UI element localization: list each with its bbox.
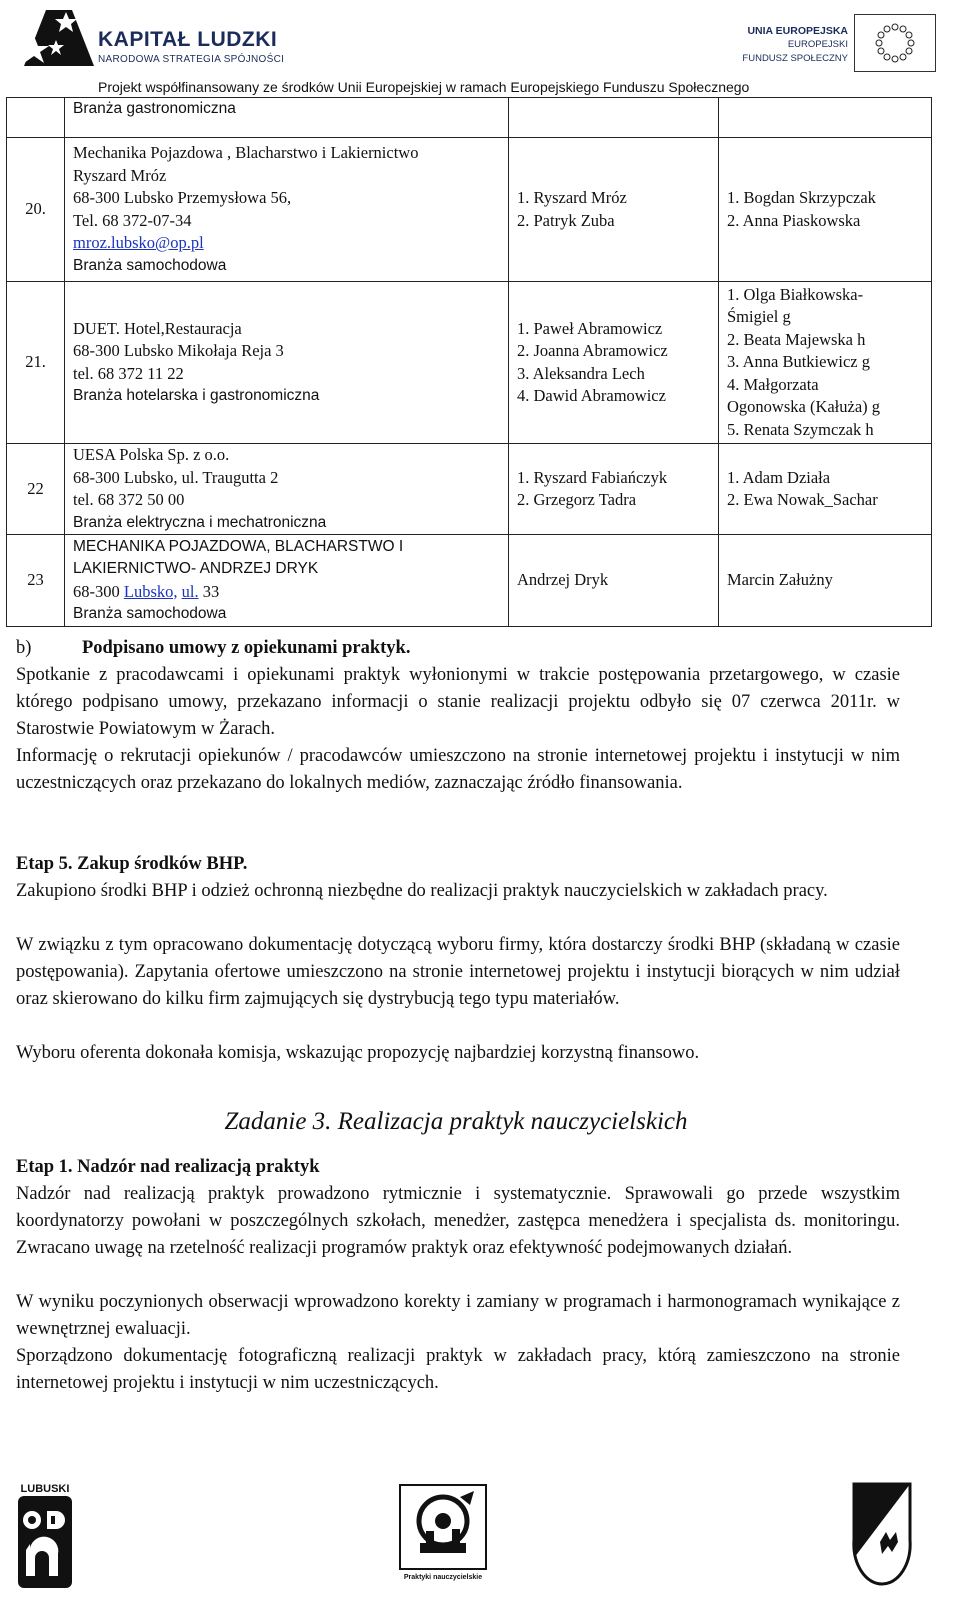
etap1-paragraph-1: Nadzór nad realizacją praktyk prowadzono rytmicznie i systematycznie. Sprawowali go przede wszystkim koordynatorzy powołani w poszczególnych szkołach, menedżer, zastępca menedżera i specjalista ds. monitoringu. Zwracano uwagę na rzetelność realizacji programów praktyk oraz efektywność podejmowanych działań.	[16, 1184, 900, 1258]
address-line	[73, 581, 500, 604]
mentors-cell	[719, 98, 932, 138]
company-line: 68-300 Lubsko, ul. Traugutta 2	[73, 467, 279, 487]
branch-text: Branża elektryczna i mechatroniczna	[73, 513, 327, 531]
company-cell	[65, 535, 509, 627]
company-line: MECHANIKA POJAZDOWA, BLACHARSTWO I	[73, 537, 404, 555]
address-link-city[interactable]: Lubsko,	[123, 581, 178, 601]
branch-text: Branża samochodowa	[73, 605, 227, 622]
mentor-item: 2. Ewa Nowak_Sachar	[727, 490, 878, 509]
logo-subtitle: NARODOWA STRATEGIA SPÓJNOŚCI	[98, 54, 285, 65]
eu-line-1: UNIA EUROPEJSKA	[747, 25, 848, 37]
section-b-label: b)	[16, 638, 32, 658]
employer-item: 1. Ryszard Mróz	[517, 188, 627, 207]
branch-text: Branża gastronomiczna	[73, 100, 236, 117]
employer-item: 2. Grzegorz Tadra	[517, 490, 637, 509]
row-number: 22	[7, 444, 65, 535]
project-cofinancing-line: Projekt współfinansowany ze środków Unii Europejskiej w ramach Europejskiego Funduszu Społecznego	[98, 79, 750, 95]
address-prefix: 68-300	[73, 581, 124, 601]
company-line: DUET. Hotel,Restauracja	[73, 318, 242, 338]
table-row	[7, 535, 932, 627]
company-cell	[65, 138, 509, 282]
employers-cell	[509, 282, 719, 444]
email-link[interactable]: mroz.lubsko@op.pl	[73, 233, 204, 252]
lubuski-logo-icon	[16, 1480, 74, 1592]
mentors-cell	[719, 138, 932, 282]
mentor-item: 5. Renata Szymczak h	[727, 419, 874, 439]
mentor-item: 3. Anna Butkiewicz g	[727, 352, 870, 372]
zadanie-3-title: Zadanie 3. Realizacja praktyk nauczycielskich	[224, 1108, 688, 1135]
employers-cell	[509, 98, 719, 138]
section-b-paragraph-1: Spotkanie z pracodawcami i opiekunami praktyk wyłonionymi w trakcie postępowania przetargowego, w czasie którego podpisano umowy, przekazano informacji o stanie realizacji projektu odbyło się 07 czerwca 2011r. w Starostwie Powiatowym w Żarach.	[16, 665, 900, 739]
employers-cell	[509, 535, 719, 627]
etap1-paragraph-3: Sporządzono dokumentację fotograficzną realizacji praktyk w zakładach pracy, którą zamieszczono na stronie internetowej projektu i instytucji w nim uczestniczących.	[16, 1346, 900, 1393]
employer-item: 2. Patryk Zuba	[517, 210, 615, 230]
coat-of-arms-icon	[850, 1478, 914, 1590]
employer-item: 3. Aleksandra Lech	[517, 363, 645, 383]
praktyki-logo-icon	[398, 1483, 488, 1571]
employer-item: 1. Ryszard Fabiańczyk	[517, 467, 668, 487]
eu-line-2: EUROPEJSKI	[787, 39, 848, 50]
eu-flag-icon	[854, 14, 936, 72]
etap1-heading: Etap 1. Nadzór nad realizacją praktyk	[16, 1157, 320, 1177]
employer-item: 1. Paweł Abramowicz	[517, 318, 663, 338]
etap5-paragraph-1: Zakupiono środki BHP i odzież ochronną niezbędne do realizacji praktyk nauczycielskich w zakładach pracy.	[16, 881, 828, 901]
table-row	[7, 282, 932, 444]
etap5-heading: Etap 5. Zakup środków BHP.	[16, 854, 248, 874]
company-cell	[65, 444, 509, 535]
logo-title: KAPITAŁ LUDZKI	[98, 28, 278, 51]
eu-label	[742, 24, 848, 66]
company-line: Ryszard Mróz	[73, 165, 167, 185]
mentor-item: 1. Bogdan Skrzypczak	[727, 188, 876, 207]
address-suffix: 33	[198, 581, 220, 601]
table-row	[7, 138, 932, 282]
employer-item: 4. Dawid Abramowicz	[517, 386, 666, 405]
section-b-paragraph-2: Informację o rekrutacji opiekunów / pracodawców umieszczono na stronie internetowej projektu i instytucji w nim uczestniczących oraz przekazano do lokalnych mediów, zaznaczając źródło finansowania.	[16, 746, 900, 793]
branch-text: Branża samochodowa	[73, 256, 227, 274]
mentor-item: 1. Olga Białkowska-	[727, 284, 864, 304]
etap5-paragraph-3: Wyboru oferenta dokonała komisja, wskazując propozycję najbardziej korzystną finansowo.	[16, 1043, 700, 1063]
row-number: 20.	[7, 138, 65, 282]
company-line: 68-300 Lubsko Przemysłowa 56,	[73, 188, 292, 207]
company-cell	[65, 98, 509, 138]
company-line: Tel. 68 372-07-34	[73, 210, 192, 230]
mentor-item: Śmigiel g	[727, 307, 791, 327]
employers-cell	[509, 444, 719, 535]
company-line: tel. 68 372 50 00	[73, 490, 185, 509]
mentors-cell	[719, 535, 932, 627]
mentor-item: 1. Adam Działa	[727, 467, 831, 487]
mentor-item: Marcin Załużny	[727, 570, 833, 590]
row-number-cell	[7, 98, 65, 138]
company-line: Mechanika Pojazdowa , Blacharstwo i Lakiernictwo	[73, 143, 419, 162]
mentor-item: Ogonowska (Kałuża) g	[727, 397, 881, 417]
address-link-street[interactable]: ul.	[181, 581, 199, 601]
mentors-cell	[719, 444, 932, 535]
company-cell	[65, 282, 509, 444]
etap5-paragraph-2: W związku z tym opracowano dokumentację dotyczącą wyboru firmy, która dostarczy środki BHP (składaną w czasie postępowania). Zapytania ofertowe umieszczono na stronie internetowej projektu i instytucji biorących w nim udział oraz skierowano do kilku firm zajmujących się dystrybucją tego typu materiałów.	[16, 935, 900, 1009]
row-number: 23	[7, 535, 65, 627]
employer-item: 2. Joanna Abramowicz	[517, 341, 668, 360]
section-b-title: Podpisano umowy z opiekunami praktyk.	[82, 638, 411, 658]
mentor-item: 4. Małgorzata	[727, 374, 819, 394]
employers-table	[6, 97, 932, 627]
etap1-paragraph-2: W wyniku poczynionych obserwacji wprowadzono korekty i zamiany w programach i harmonogramach wynikające z wewnętrznej ewaluacji.	[16, 1292, 900, 1339]
eu-line-3: FUNDUSZ SPOŁECZNY	[742, 53, 848, 64]
company-line: LAKIERNICTWO- ANDRZEJ DRYK	[73, 560, 319, 577]
row-number: 21.	[7, 282, 65, 444]
company-line: tel. 68 372 11 22	[73, 363, 184, 383]
kapital-ludzki-logo-icon	[16, 6, 96, 72]
employers-cell	[509, 138, 719, 282]
company-line: 68-300 Lubsko Mikołaja Reja 3	[73, 341, 284, 360]
branch-text: Branża hotelarska i gastronomiczna	[73, 387, 320, 404]
employer-item: Andrzej Dryk	[517, 570, 609, 590]
table-row	[7, 444, 932, 535]
page-header	[0, 0, 960, 100]
company-line: UESA Polska Sp. z o.o.	[73, 445, 230, 464]
praktyki-logo-label: Praktyki nauczycielskie	[403, 1574, 483, 1581]
mentors-cell	[719, 282, 932, 444]
lubuski-logo-text: LUBUSKI	[20, 1483, 70, 1495]
mentor-item: 2. Anna Piaskowska	[727, 210, 861, 230]
mentor-item: 2. Beata Majewska h	[727, 329, 866, 349]
praktyki-nauczycielskie-logo	[398, 1483, 488, 1583]
table-row	[7, 98, 932, 138]
